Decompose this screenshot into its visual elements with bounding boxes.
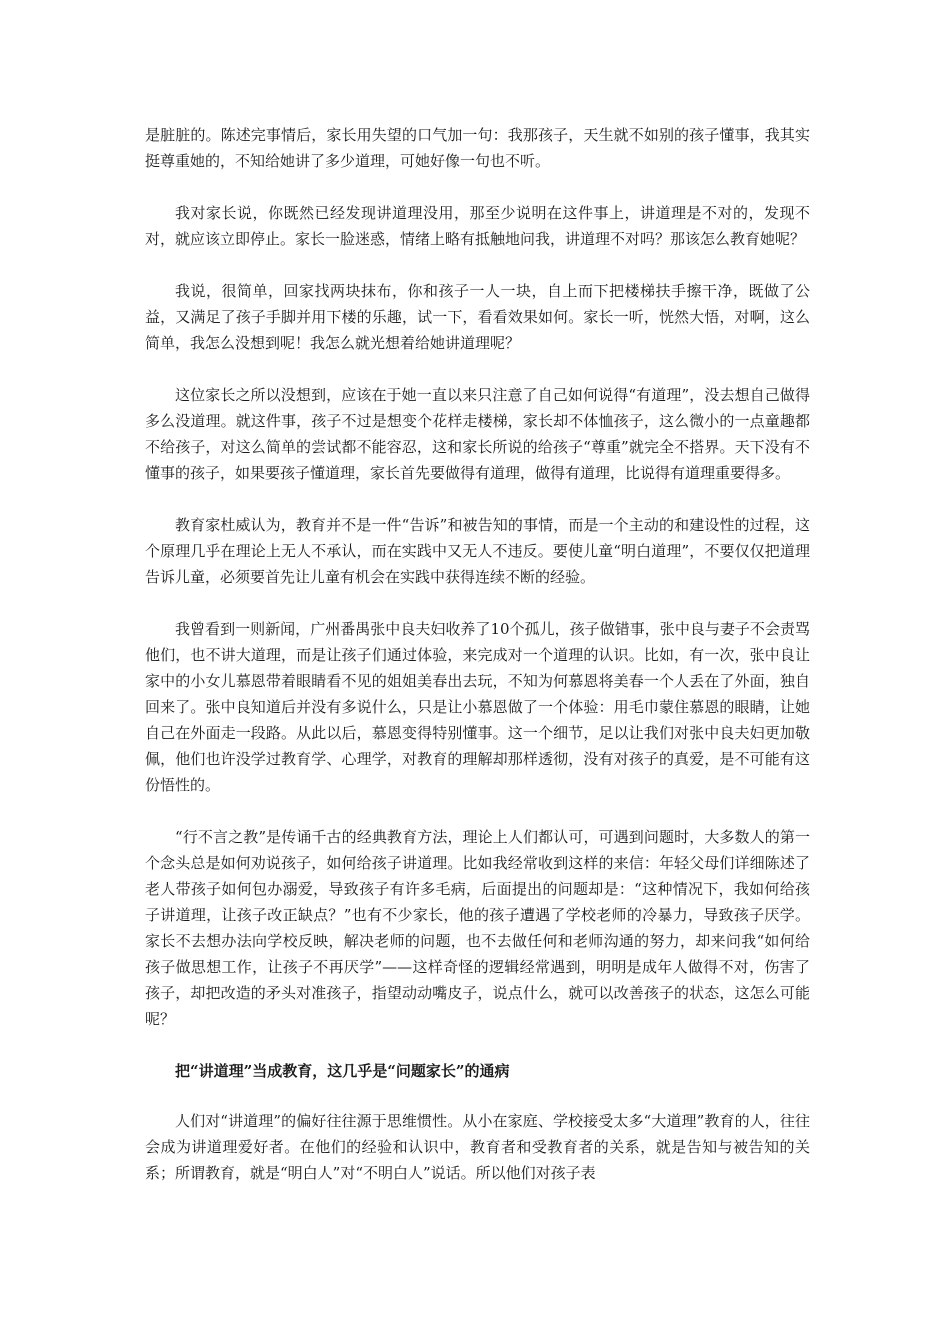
paragraph: 是脏脏的。陈述完事情后，家长用失望的口气加一句：我那孩子，天生就不如别的孩子懂事，我其实挺尊重她的，不知给她讲了多少道理，可她好像一句也不听。 — [145, 126, 810, 170]
paragraph: “行不言之教”是传诵千古的经典教育方法，理论上人们都认可，可遇到问题时，大多数人的第一个念头总是如何劝说孩子，如何给孩子讲道理。比如我经常收到这样的来信：年轻父母们详细陈述了老人带孩子如何包办溺爱，导致孩子有许多毛病，后面提出的问题却是：“这种情况下，我如何给孩子讲道理，让孩子改正缺点？”也有不少家长，他的孩子遭遇了学校老师的冷暴力，导致孩子厌学。家长不去想办法向学校反映，解决老师的问题，也不去做任何和老师沟通的努力，却来问我“如何给孩子做思想工作，让孩子不再厌学”——这样奇怪的逻辑经常遇到，明明是成年人做得不对，伤害了孩子，却把改造的矛头对准孩子，指望动动嘴皮子，说点什么，就可以改善孩子的状态，这怎么可能呢？ — [145, 828, 810, 1028]
paragraph: 人们对“讲道理”的偏好往往源于思维惯性。从小在家庭、学校接受太多“大道理”教育的人，往往会成为讲道理爱好者。在他们的经验和认识中，教育者和受教育者的关系，就是告知与被告知的关系；所谓教育，就是“明白人”对“不明白人”说话。所以他们对孩子表 — [145, 1112, 810, 1182]
article-body — [145, 122, 810, 1212]
paragraph: 我曾看到一则新闻，广州番禺张中良夫妇收养了10个孤儿，孩子做错事，张中良与妻子不会责骂他们，也不讲大道理，而是让孩子们通过体验，来完成对一个道理的认识。比如，有一次，张中良让家中的小女儿慕恩带着眼睛看不见的姐姐美春出去玩，不知为何慕恩将美春一个人丢在了外面，独自回来了。张中良知道后并没有多说什么，只是让小慕恩做了一个体验：用毛巾蒙住慕恩的眼睛，让她自己在外面走一段路。从此以后，慕恩变得特别懂事。这一个细节，足以让我们对张中良夫妇更加敬佩，他们也许没学过教育学、心理学，对教育的理解却那样透彻，没有对孩子的真爱，是不可能有这份悟性的。 — [145, 620, 810, 794]
section-heading: 把“讲道理”当成教育，这几乎是“问题家长”的通病 — [175, 1062, 510, 1080]
paragraph: 这位家长之所以没想到，应该在于她一直以来只注意了自己如何说得“有道理”，没去想自己做得多么没道理。就这件事，孩子不过是想变个花样走楼梯，家长却不体恤孩子，这么微小的一点童趣都不给孩子，对这么简单的尝试都不能容忍，这和家长所说的给孩子“尊重”就完全不搭界。天下没有不懂事的孩子，如果要孩子懂道理，家长首先要做得有道理，做得有道理，比说得有道理重要得多。 — [145, 386, 810, 482]
paragraph: 我对家长说，你既然已经发现讲道理没用，那至少说明在这件事上，讲道理是不对的，发现不对，就应该立即停止。家长一脸迷惑，情绪上略有抵触地问我，讲道理不对吗？那该怎么教育她呢？ — [145, 204, 810, 248]
paragraph: 教育家杜威认为，教育并不是一件“告诉”和被告知的事情，而是一个主动的和建设性的过程，这个原理几乎在理论上无人不承认，而在实践中又无人不违反。要使儿童“明白道理”，不要仅仅把道理告诉儿童，必须要首先让儿童有机会在实践中获得连续不断的经验。 — [145, 516, 810, 586]
paragraph: 我说，很简单，回家找两块抹布，你和孩子一人一块，自上而下把楼梯扶手擦干净，既做了公益，又满足了孩子手脚并用下楼的乐趣，试一下，看看效果如何。家长一听，恍然大悟，对啊，这么简单，我怎么没想到呢！我怎么就光想着给她讲道理呢？ — [145, 282, 810, 352]
